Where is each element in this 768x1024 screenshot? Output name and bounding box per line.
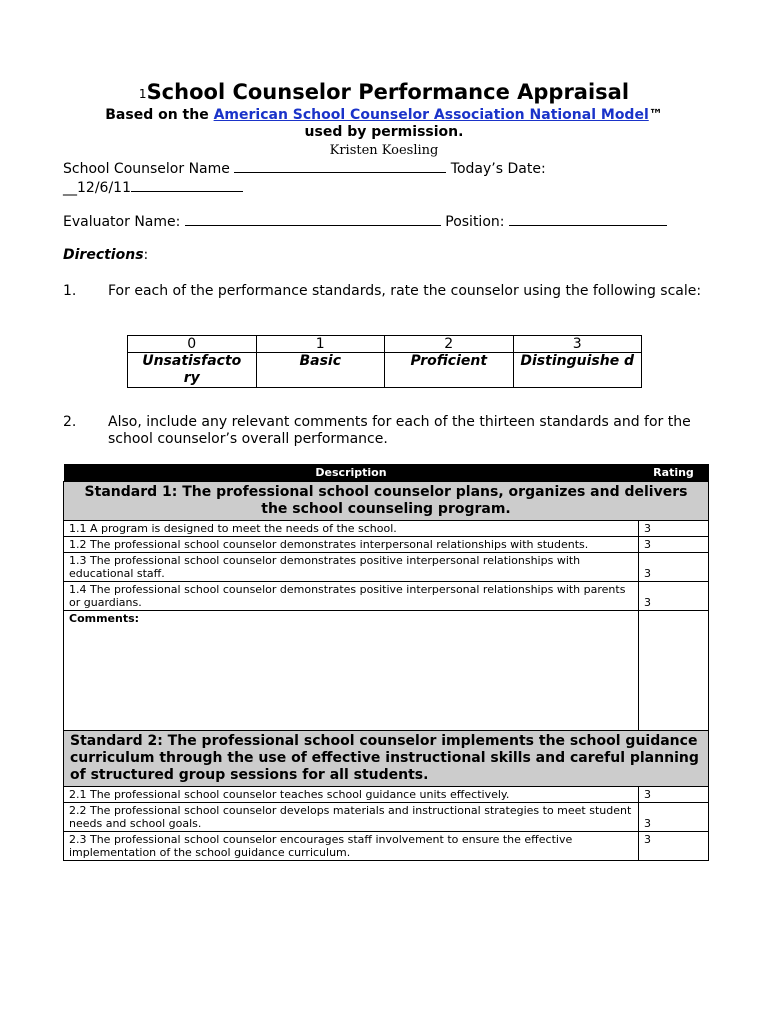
scale-label-row: [128, 353, 642, 388]
criterion-text: 1.2 The professional school counselor demonstrates interpersonal relationships with students.: [64, 537, 639, 553]
criterion-text: 2.2 The professional school counselor develops materials and instructional strategies to meet student needs and school goals.: [64, 803, 639, 832]
criterion-text: 2.3 The professional school counselor encourages staff involvement to ensure the effective implementation of the school guidance curriculum.: [64, 832, 639, 861]
counselor-name-field[interactable]: [234, 159, 446, 173]
rating-cell[interactable]: 3: [639, 787, 709, 803]
counselor-name-line: School Counselor Name Today’s Date:: [63, 161, 546, 177]
scale-number: 2: [385, 336, 514, 353]
item2-text: Also, include any relevant comments for each of the thirteen standards and for the school counselor’s overall performance.: [108, 414, 691, 447]
scale-label: Distinguishe d: [513, 353, 642, 388]
standard-1-heading: Standard 1: The professional school counselor plans, organizes and delivers the school counseling program.: [64, 482, 709, 521]
criterion-text: 1.4 The professional school counselor demonstrates positive interpersonal relationships with parents or guardians.: [64, 582, 639, 611]
rating-cell[interactable]: 3: [639, 803, 709, 832]
item1-text: For each of the performance standards, rate the counselor using the following scale:: [108, 283, 702, 299]
table-row: [64, 787, 709, 803]
evaluator-name-field[interactable]: [185, 212, 441, 226]
standards-table: [63, 464, 709, 861]
scale-number-row: [128, 336, 642, 353]
standard-2-heading: Standard 2: The professional school counselor implements the school guidance curriculum through the use of effective instructional skills and careful planning of structured group sessions for all students.: [64, 731, 709, 787]
scale-number: 3: [513, 336, 642, 353]
item1-number: 1.: [63, 283, 77, 299]
table-row: [64, 521, 709, 537]
page-title: [0, 80, 768, 104]
description-header: Description: [64, 464, 639, 482]
criterion-text: 1.1 A program is designed to meet the needs of the school.: [64, 521, 639, 537]
comments-label: Comments:: [69, 612, 140, 625]
evaluator-line: Evaluator Name: Position:: [63, 212, 667, 230]
comments-rating-cell[interactable]: [639, 611, 709, 731]
scale-number: 0: [128, 336, 257, 353]
criterion-text: 1.3 The professional school counselor demonstrates positive interpersonal relationships with educational staff.: [64, 553, 639, 582]
rating-cell[interactable]: 3: [639, 553, 709, 582]
scale-label: Unsatisfacto ry: [128, 353, 257, 388]
rating-scale-table: [127, 335, 642, 388]
rating-cell[interactable]: 3: [639, 832, 709, 861]
criterion-text: 2.1 The professional school counselor teaches school guidance units effectively.: [64, 787, 639, 803]
author-name: Kristen Koesling: [329, 143, 439, 158]
scale-label: Proficient: [385, 353, 514, 388]
asca-model-link[interactable]: American School Counselor Association National Model: [213, 107, 649, 123]
position-field[interactable]: [509, 212, 667, 226]
footnote-marker: 1: [138, 87, 147, 101]
rating-cell[interactable]: 3: [639, 521, 709, 537]
comments-cell[interactable]: [64, 611, 639, 731]
based-on-line: Based on the American School Counselor Association National Model™: [105, 107, 663, 123]
item2-number: 2.: [63, 414, 77, 430]
title-text: School Counselor Performance Appraisal: [146, 80, 630, 104]
table-row: [64, 553, 709, 582]
rating-header: Rating: [639, 464, 709, 482]
rating-cell[interactable]: 3: [639, 537, 709, 553]
todays-date-field[interactable]: [131, 178, 243, 192]
table-row: [64, 803, 709, 832]
scale-label: Basic: [256, 353, 385, 388]
todays-date-line: [63, 178, 243, 196]
rating-cell[interactable]: 3: [639, 582, 709, 611]
table-row: [64, 537, 709, 553]
permission-line: used by permission.: [304, 124, 464, 140]
scale-number: 1: [256, 336, 385, 353]
directions-heading: Directions:: [63, 247, 149, 263]
table-row: [64, 582, 709, 611]
table-header-row: [64, 464, 709, 482]
todays-date-value[interactable]: __12/6/11: [63, 180, 131, 196]
comments-row: [64, 611, 709, 731]
table-row: [64, 832, 709, 861]
